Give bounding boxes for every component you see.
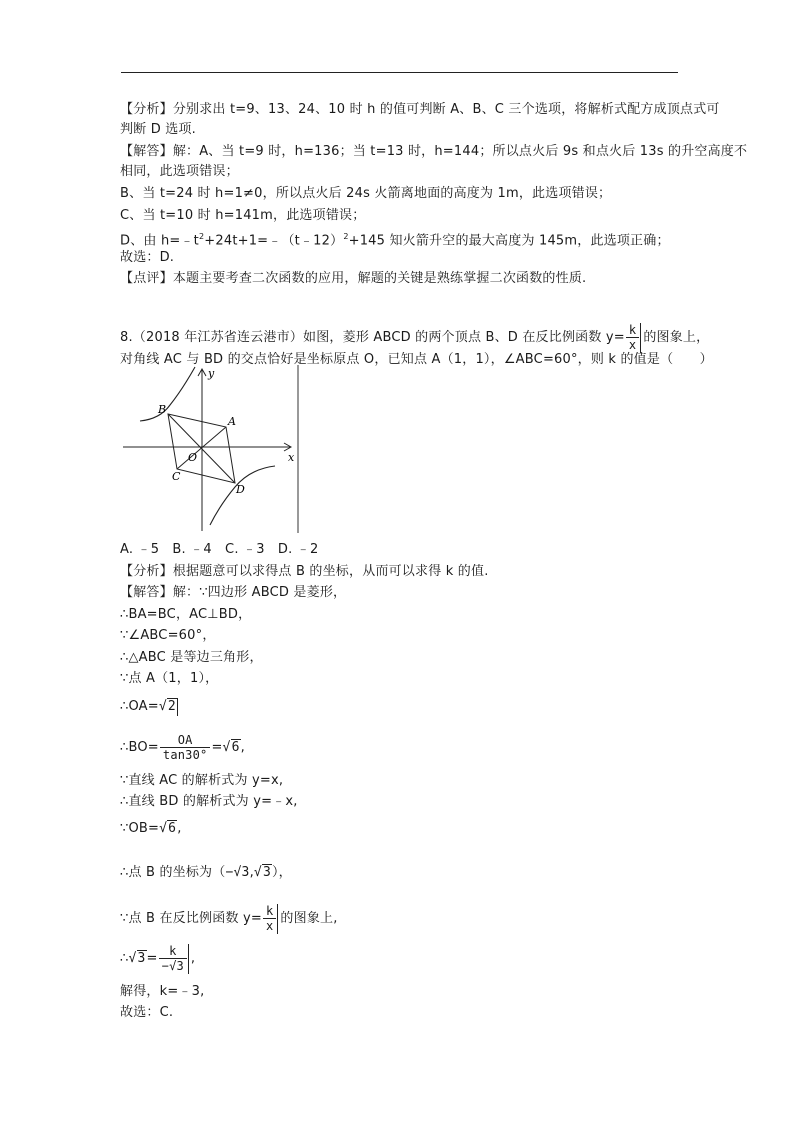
- fraction-denominator: x: [265, 919, 274, 933]
- trailing-bar: [177, 698, 178, 716]
- comma: ,: [249, 865, 254, 880]
- superscript-2: 2: [198, 232, 205, 241]
- fraction-bar-mark: [188, 944, 189, 974]
- b-on-curve-pre: ∵点 B 在反比例函数 y=: [120, 911, 262, 926]
- label-d: D: [236, 483, 245, 496]
- sqrt-6: √6: [222, 740, 240, 755]
- sqrt-2: √2: [158, 699, 176, 714]
- oa-label: ∴OA=: [120, 699, 159, 714]
- sol-d-post: +145 知火箭升空的最大高度为 145m，此选项正确；: [348, 233, 670, 249]
- radicand: 3: [137, 951, 146, 966]
- q8-solution-10: [120, 818, 182, 840]
- q8-choice: 故选：C.: [120, 1005, 174, 1020]
- rhombus-figure: [120, 365, 300, 535]
- fraction-bar-mark: [640, 323, 641, 353]
- comment-text: 本题主要考查二次函数的应用，解题的关键是熟练掌握二次函数的性质.: [172, 271, 587, 286]
- label-x: x: [288, 451, 295, 464]
- equals-sign: =: [146, 951, 158, 966]
- sol-d-pre: D、由 h=﹣t: [120, 233, 199, 249]
- sqrt-3: √3: [253, 865, 271, 880]
- q8-solution-6: [120, 696, 180, 718]
- label-c: C: [172, 470, 181, 483]
- fraction-bar-mark: [277, 904, 278, 934]
- q8-solution-5: ∵点 A（1，1），: [120, 671, 219, 686]
- solution-tag: 【解答】: [120, 585, 173, 600]
- solution-tag: 【解答】: [120, 144, 173, 159]
- q8-solution-8: ∵直线 AC 的解析式为 y=x,: [120, 773, 284, 788]
- prev-choice: 故选：D.: [120, 250, 175, 265]
- solution-line: 解：∵四边形 ABCD 是菱形，: [172, 585, 347, 600]
- comment-tag: 【点评】: [120, 271, 173, 286]
- fraction-numerator: OA: [160, 733, 211, 748]
- fraction-numerator: k: [626, 323, 639, 338]
- q8-solution-12: [120, 902, 338, 936]
- q8-options: A. ﹣5 B. ﹣4 C. ﹣3 D. ﹣2: [120, 542, 319, 557]
- fraction-numerator: k: [159, 944, 187, 959]
- q8-solution-1: [120, 584, 346, 602]
- comma: ,: [240, 740, 245, 755]
- analysis-tag: 【分析】: [120, 564, 173, 579]
- fraction-numerator: k: [263, 904, 276, 919]
- q8-solution-14: 解得，k=﹣3,: [120, 984, 205, 999]
- label-b: B: [158, 403, 167, 416]
- q8-stem-line2: 对角线 AC 与 BD 的交点恰好是坐标原点 O，已知点 A（1，1），∠ABC=60°，则 k 的值是（ ）: [120, 352, 713, 367]
- comma: ,: [177, 821, 182, 836]
- k-over-x-fraction: [263, 904, 276, 933]
- sqrt-6: √6: [159, 821, 177, 836]
- q8-analysis: [120, 563, 489, 581]
- q8-solution-13: [120, 941, 195, 977]
- radicand: 3: [262, 865, 271, 880]
- analysis-text: 根据题意可以求得点 B 的坐标，从而可以求得 k 的值.: [172, 564, 489, 579]
- sol-d-mid: +24t+1=﹣（t﹣12）: [204, 233, 344, 249]
- solution-a-text: 解：A、当 t=9 时，h=136；当 t=13 时，h=144；所以点火后 9s 和点火后 13s 的升空高度不: [172, 144, 748, 159]
- b-on-curve-post: 的图象上,: [280, 911, 338, 926]
- coord-close: ），: [271, 865, 292, 880]
- q8-solution-4: ∴△ABC 是等边三角形，: [120, 650, 263, 665]
- prev-analysis-line: [120, 101, 720, 119]
- label-o: O: [188, 451, 198, 464]
- analysis-tag: 【分析】: [120, 102, 173, 117]
- q8-stem-post: 的图象上，: [643, 330, 710, 345]
- fraction-denominator: x: [628, 338, 637, 352]
- q8-solution-11: [120, 862, 292, 884]
- hyperbola-branch-upper-left: [140, 367, 195, 421]
- comma: ,: [190, 951, 196, 966]
- label-a: A: [228, 415, 236, 428]
- prev-solution-a-cont: 相同，此选项错误；: [120, 164, 239, 179]
- prev-solution-c: C、当 t=10 时 h=141m，此选项错误；: [120, 208, 366, 223]
- k-over-neg-sqrt3-fraction: [159, 944, 187, 973]
- equals-sign: =: [211, 740, 223, 755]
- prev-analysis-cont: 判断 D 选项.: [120, 122, 197, 137]
- superscript-2b: 2: [343, 232, 349, 241]
- oa-over-tan30-fraction: [160, 733, 211, 762]
- label-y: y: [208, 367, 215, 380]
- therefore-symbol: ∴: [120, 951, 129, 966]
- q8-solution-9: ∴直线 BD 的解析式为 y=﹣x,: [120, 794, 298, 809]
- sqrt-3: √3: [128, 951, 146, 966]
- prev-solution-a: [120, 143, 747, 161]
- b-coord-label: ∴点 B 的坐标为（: [120, 865, 226, 880]
- prev-comment: [120, 270, 586, 288]
- header-rule: [121, 72, 678, 73]
- analysis-text: 分别求出 t=9、13、24、10 时 h 的值可判断 A、B、C 三个选项，将解析式配方成顶点式可: [172, 102, 720, 117]
- k-over-x-fraction: [626, 323, 639, 352]
- radicand: 6: [231, 740, 240, 755]
- prev-solution-b: B、当 t=24 时 h=1≠0，所以点火后 24s 火箭离地面的高度为 1m，此选项错误；: [120, 186, 612, 201]
- prev-solution-d: [120, 228, 670, 250]
- bo-label: ∴BO=: [120, 740, 159, 755]
- q8-stem-pre: 8.（2018 年江苏省连云港市）如图，菱形 ABCD 的两个顶点 B、D 在反比例函数 y=: [120, 330, 625, 345]
- fraction-denominator: tan30°: [162, 748, 208, 762]
- q8-solution-3: ∵∠ABC=60°，: [120, 628, 216, 643]
- radicand: 2: [167, 699, 176, 714]
- fraction-denominator: −√3: [161, 959, 184, 973]
- q8-solution-2: ∴BA=BC，AC⊥BD，: [120, 607, 252, 622]
- radicand: 6: [168, 821, 177, 836]
- ob-label: ∵OB=: [120, 821, 160, 836]
- q8-solution-7: [120, 732, 245, 764]
- neg-sqrt-3: −√3: [225, 865, 250, 880]
